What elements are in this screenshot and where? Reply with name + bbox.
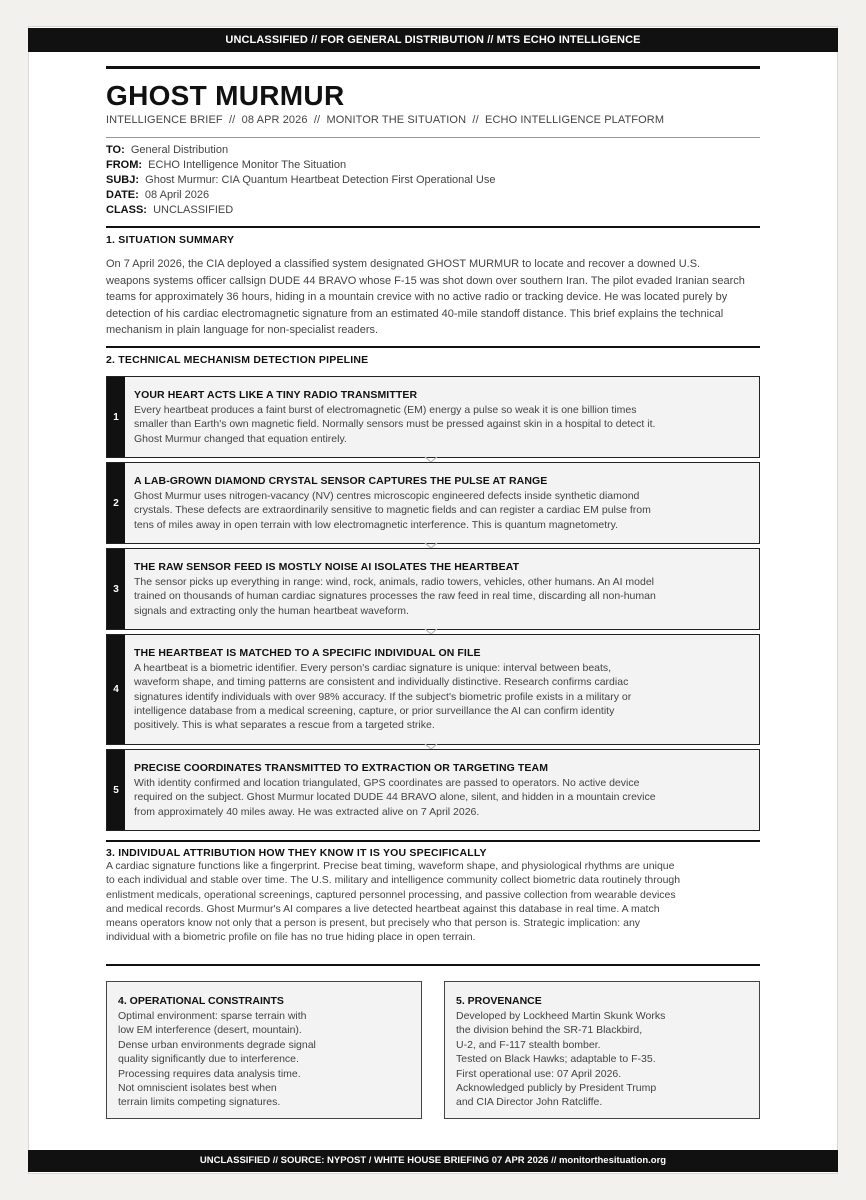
memo-to-label: TO: <box>106 144 125 156</box>
step-title: YOUR HEART ACTS LIKE A TINY RADIO TRANSMITTER <box>134 389 418 401</box>
title-rule-top <box>106 66 760 69</box>
step-body: The sensor picks up everything in range: wind, rock, animals, radio towers, vehicles, other humans. An AI model trained on thousands of human cardiac signatures processes the raw feed in real time, discarding all non-human signals and extracting only the human heartbeat waveform. <box>134 576 656 617</box>
step-title: THE HEARTBEAT IS MATCHED TO A SPECIFIC INDIVIDUAL ON FILE <box>134 647 481 659</box>
pipeline-step-2 <box>106 462 760 544</box>
provenance-heading: 5. PROVENANCE <box>456 995 542 1007</box>
memo-class-row <box>106 203 760 218</box>
memo-date-label: DATE: <box>106 189 139 201</box>
memo-class-value: UNCLASSIFIED <box>153 204 234 216</box>
step-title: THE RAW SENSOR FEED IS MOSTLY NOISE AI ISOLATES THE HEARTBEAT <box>134 561 520 573</box>
document-title: GHOST MURMUR <box>106 80 345 111</box>
step-title: PRECISE COORDINATES TRANSMITTED TO EXTRACTION OR TARGETING TEAM <box>134 762 549 774</box>
section3-heading: 3. INDIVIDUAL ATTRIBUTION HOW THEY KNOW IT IS YOU SPECIFICALLY <box>106 847 487 859</box>
memo-subj-value: Ghost Murmur: CIA Quantum Heartbeat Detection First Operational Use <box>145 174 496 186</box>
lower-boxes-rule <box>106 964 760 966</box>
section2-rule <box>106 346 760 348</box>
memo-date-row <box>106 188 760 203</box>
memo-subj-label: SUBJ: <box>106 174 140 186</box>
pipeline-step-5 <box>106 749 760 831</box>
step-title: A LAB-GROWN DIAMOND CRYSTAL SENSOR CAPTURES THE PULSE AT RANGE <box>134 475 548 487</box>
classification-banner-bottom: UNCLASSIFIED // SOURCE: NYPOST / WHITE HOUSE BRIEFING 07 APR 2026 // monitorthesituation.org <box>28 1150 838 1172</box>
step-body: Every heartbeat produces a faint burst of electromagnetic (EM) energy a pulse so weak it is one billion times smaller than Earth's own magnetic field. Normally sensors must be pressed against skin in a hospital to detect it. Ghost Murmur changed that equation entirely. <box>134 404 656 445</box>
memo-date-value: 08 April 2026 <box>144 189 210 201</box>
classification-banner-top: UNCLASSIFIED // FOR GENERAL DISTRIBUTION // MTS ECHO INTELLIGENCE <box>28 28 838 52</box>
step-number: 1 <box>107 377 125 457</box>
pipeline-step-3 <box>106 548 760 630</box>
title-rule-bottom <box>106 137 760 138</box>
page-title <box>106 80 760 112</box>
memo-to-value: General Distribution <box>130 144 229 156</box>
pipeline-step-1 <box>106 376 760 458</box>
provenance-body: Developed by Lockheed Martin Skunk Works the division behind the SR-71 Blackbird, U-2, and F-117 stealth bomber. Tested on Black Hawks; adaptable to F-35. First operational use: 07 April 2026. Acknowledged publicly by President Trump and CIA Director John Ratcliffe. <box>456 1010 666 1109</box>
step-number: 3 <box>107 549 125 629</box>
constraints-body: Optimal environment: sparse terrain with low EM interference (desert, mountain). Dense urban environments degrade signal quality significantly due to interference. Processing requires data analysis time. Not omniscient isolates best when terrain limits competing signatures. <box>118 1010 316 1109</box>
section1-rule <box>106 226 760 228</box>
step-body: With identity confirmed and location triangulated, GPS coordinates are passed to operators. No active device required on the subject. Ghost Murmur located DUDE 44 BRAVO alone, silent, and hidden in a mountain crevice from approximately 40 miles away. He was extracted alive on 7 April 2026. <box>134 777 656 818</box>
memo-from-value: ECHO Intelligence Monitor The Situation <box>148 159 347 171</box>
step-number: 5 <box>107 750 125 830</box>
section1-body: On 7 April 2026, the CIA deployed a classified system designated GHOST MURMUR to locate and recover a downed U.S. weapons systems officer callsign DUDE 44 BRAVO whose F-15 was shot down over southern Iran. The pilot evaded Iranian search teams for approximately 36 hours, hiding in a mountain crevice with no active radio or tracking device. He was located purely by detection of his cardiac electromagnetic signature from an estimated 40-mile standoff distance. This brief explains the technical mechanism in plain language for non-specialist readers. <box>106 258 745 336</box>
step-body: A heartbeat is a biometric identifier. Every person's cardiac signature is unique: interval between beats, waveform shape, and timing patterns are consistent and individually distinctive. Research confirms cardiac signatures identify individuals with over 98% accuracy. If the subject's biometric profile exists in a military or intelligence database from a medical screening, capture, or prior surveillance the AI can confirm identity positively. This is what separates a rescue from a targeted strike. <box>134 662 632 732</box>
section2-heading: 2. TECHNICAL MECHANISM DETECTION PIPELINE <box>106 354 369 366</box>
section3-rule <box>106 840 760 842</box>
operational-constraints-box <box>106 981 422 1119</box>
constraints-heading: 4. OPERATIONAL CONSTRAINTS <box>118 995 284 1007</box>
section3-body: A cardiac signature functions like a fingerprint. Precise beat timing, waveform shape, and physiological rhythms are unique to each individual and stable over time. The U.S. military and intelligence community collect biometric data routinely through enlistment medicals, operational screenings, captured personnel processing, and passive collection from wearable devices and medical records. Ghost Murmur's AI compares a live detected heartbeat against this database in real time. A match means operators know not only that a person is present, but precisely who that person is. Strategic implication: any individual with a biometric profile on file has no true hiding place in open terrain. <box>106 860 681 944</box>
pipeline-step-4 <box>106 634 760 745</box>
section1-heading: 1. SITUATION SUMMARY <box>106 234 235 246</box>
step-body: Ghost Murmur uses nitrogen-vacancy (NV) centres microscopic engineered defects inside synthetic diamond crystals. These defects are extraordinarily sensitive to magnetic fields and can register a cardiac EM pulse from tens of miles away in open terrain with low electromagnetic interference. This is quantum magnetometry. <box>134 490 651 531</box>
memo-subj-row <box>106 173 760 188</box>
memo-class-label: CLASS: <box>106 204 147 216</box>
memo-from-row <box>106 158 760 173</box>
document-subtitle: INTELLIGENCE BRIEF // 08 APR 2026 // MONITOR THE SITUATION // ECHO INTELLIGENCE PLATFORM <box>106 114 665 126</box>
step-number: 4 <box>107 635 125 744</box>
step-number: 2 <box>107 463 125 543</box>
memo-header <box>106 143 760 218</box>
memo-from-label: FROM: <box>106 159 143 171</box>
provenance-box <box>444 981 760 1119</box>
memo-to-row <box>106 143 760 158</box>
